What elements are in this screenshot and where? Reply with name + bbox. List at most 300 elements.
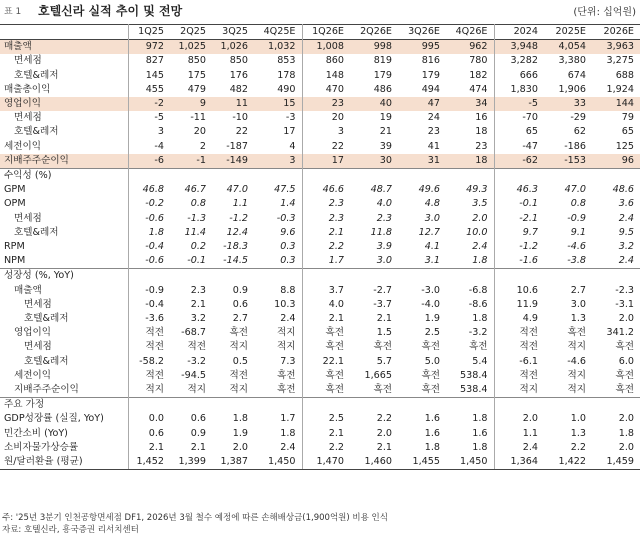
value-cell: 흑전 bbox=[302, 326, 350, 340]
row-label: 주요 가정 bbox=[0, 398, 128, 413]
value-cell bbox=[446, 398, 494, 413]
table-row bbox=[0, 197, 640, 211]
table-row bbox=[0, 284, 640, 298]
value-cell: -0.1 bbox=[494, 197, 544, 211]
value-cell: 780 bbox=[469, 55, 488, 67]
value-cell bbox=[398, 398, 446, 413]
column-header: 3Q26E bbox=[408, 26, 440, 37]
row-label: 지배주주순이익 bbox=[0, 154, 128, 169]
value-cell: -0.4 bbox=[128, 298, 170, 312]
column-header: 1Q25 bbox=[128, 25, 170, 40]
value-cell: 11 bbox=[212, 97, 254, 111]
value-cell: 흑전 bbox=[276, 384, 296, 396]
column-header: 4Q25E bbox=[263, 26, 296, 37]
value-cell: 15 bbox=[254, 97, 302, 111]
value-cell: 145 bbox=[128, 69, 170, 83]
section-row bbox=[0, 169, 640, 184]
value-cell: 1,387 bbox=[212, 455, 254, 470]
column-header: 2026E bbox=[603, 26, 634, 37]
value-cell: 1,924 bbox=[606, 83, 634, 95]
value-cell: 2.0 bbox=[376, 427, 392, 439]
value-cell: -2 bbox=[128, 97, 170, 111]
value-cell: 2.2 bbox=[376, 413, 392, 425]
value-cell: 1.6 bbox=[472, 427, 488, 439]
value-cell: 1,459 bbox=[592, 455, 640, 470]
value-cell: 적지 bbox=[187, 384, 206, 396]
value-cell: 1.7 bbox=[280, 413, 296, 425]
value-cell: 4 bbox=[289, 140, 296, 152]
value-cell: 적전 bbox=[128, 326, 170, 340]
value-cell: 18 bbox=[446, 154, 494, 169]
value-cell: -3.6 bbox=[128, 312, 170, 326]
value-cell: 482 bbox=[229, 83, 248, 95]
footnotes bbox=[2, 512, 388, 536]
value-cell: 흑전 bbox=[302, 369, 350, 383]
value-cell: 적전 bbox=[494, 326, 544, 340]
value-cell: 47 bbox=[398, 97, 446, 111]
value-cell: 79 bbox=[621, 112, 634, 124]
value-cell bbox=[446, 169, 494, 184]
value-cell: 흑전 bbox=[615, 384, 634, 396]
value-cell: 688 bbox=[615, 69, 634, 81]
value-cell: 674 bbox=[567, 69, 586, 81]
value-cell: 2.4 bbox=[280, 441, 296, 453]
value-cell: 46.7 bbox=[184, 184, 206, 196]
value-cell: -1.2 bbox=[494, 240, 544, 254]
value-cell: 흑전 bbox=[229, 327, 248, 339]
value-cell: 1.8 bbox=[280, 427, 296, 439]
figure-label: 표 1 bbox=[4, 7, 22, 17]
value-cell: 816 bbox=[421, 55, 440, 67]
value-cell: 2.1 bbox=[190, 298, 206, 310]
value-cell: 0.2 bbox=[190, 241, 206, 253]
value-cell: 1.1 bbox=[232, 198, 248, 210]
row-label: 면세점 bbox=[24, 298, 52, 310]
value-cell: 48.7 bbox=[370, 184, 392, 196]
value-cell: 3,948 bbox=[494, 40, 544, 55]
table-row bbox=[0, 383, 640, 398]
value-cell: -58.2 bbox=[128, 355, 170, 369]
value-cell: 1,032 bbox=[254, 40, 302, 55]
value-cell bbox=[494, 269, 544, 284]
value-cell: 1,025 bbox=[170, 40, 212, 55]
value-cell: 41 bbox=[427, 140, 440, 152]
value-cell: 853 bbox=[277, 55, 296, 67]
table-row bbox=[0, 183, 640, 197]
row-label: 호텔&레저 bbox=[24, 355, 69, 367]
value-cell: -4.6 bbox=[567, 241, 586, 253]
value-cell: 1.1 bbox=[494, 427, 544, 441]
value-cell: 666 bbox=[494, 69, 544, 83]
value-cell: 적지 bbox=[567, 369, 586, 381]
value-cell bbox=[398, 169, 446, 184]
value-cell: 2.2 bbox=[302, 240, 350, 254]
value-cell: 2.1 bbox=[376, 441, 392, 453]
value-cell: 16 bbox=[475, 112, 488, 124]
column-header: 2Q26E bbox=[360, 26, 392, 37]
value-cell bbox=[350, 269, 398, 284]
value-cell: 흑전 bbox=[567, 327, 586, 339]
value-cell: 23 bbox=[427, 126, 440, 138]
value-cell: 10.0 bbox=[466, 226, 488, 238]
row-label: GDP성장률 (실질, YoY) bbox=[4, 413, 104, 425]
value-cell bbox=[544, 269, 592, 284]
header-corner bbox=[0, 25, 128, 40]
value-cell: 적지 bbox=[567, 384, 586, 396]
value-cell: -6.8 bbox=[468, 284, 488, 296]
value-cell: 39 bbox=[379, 140, 392, 152]
value-cell: 860 bbox=[302, 54, 350, 68]
value-cell: 9.1 bbox=[570, 226, 586, 238]
value-cell: 1,906 bbox=[558, 83, 586, 95]
table-row bbox=[0, 254, 640, 269]
value-cell: 1.9 bbox=[232, 427, 248, 439]
row-label: 지배주주순이익 bbox=[14, 384, 79, 396]
value-cell: 2.5 bbox=[302, 412, 350, 426]
value-cell: 1.8 bbox=[472, 441, 488, 453]
value-cell: 179 bbox=[373, 69, 392, 81]
value-cell: -2.3 bbox=[615, 284, 634, 296]
value-cell: 2 bbox=[199, 140, 206, 152]
value-cell: 125 bbox=[615, 140, 634, 152]
value-cell: 470 bbox=[302, 83, 350, 97]
value-cell: 0.3 bbox=[280, 241, 296, 253]
value-cell: 2.7 bbox=[232, 313, 248, 325]
value-cell bbox=[254, 269, 302, 284]
value-cell: 1.3 bbox=[570, 313, 586, 325]
value-cell: 1,026 bbox=[212, 40, 254, 55]
value-cell: 850 bbox=[229, 55, 248, 67]
value-cell bbox=[302, 169, 350, 184]
value-cell: 흑전 bbox=[468, 341, 488, 353]
value-cell: 0.0 bbox=[128, 412, 170, 426]
value-cell: 흑전 bbox=[421, 384, 440, 396]
value-cell: -4 bbox=[128, 140, 170, 154]
value-cell: 4.9 bbox=[494, 312, 544, 326]
value-cell: 5.7 bbox=[376, 355, 392, 367]
value-cell: 179 bbox=[421, 69, 440, 81]
value-cell: 47.0 bbox=[226, 184, 248, 196]
value-cell: 9.7 bbox=[494, 226, 544, 240]
value-cell bbox=[212, 169, 254, 184]
row-label: OPM bbox=[4, 198, 26, 210]
value-cell bbox=[350, 398, 398, 413]
value-cell: 1,455 bbox=[398, 455, 446, 470]
value-cell: 474 bbox=[469, 83, 488, 95]
value-cell: -70 bbox=[494, 111, 544, 125]
table-row bbox=[0, 154, 640, 169]
value-cell: 1,422 bbox=[544, 455, 592, 470]
row-label: 세전이익 bbox=[4, 140, 42, 152]
column-header: 2025E bbox=[555, 26, 586, 37]
value-cell: 2.4 bbox=[618, 212, 634, 224]
value-cell: -8.6 bbox=[468, 298, 488, 310]
value-cell: 819 bbox=[373, 55, 392, 67]
table-body bbox=[0, 40, 640, 470]
value-cell: 1,450 bbox=[446, 455, 494, 470]
value-cell bbox=[212, 398, 254, 413]
value-cell: 175 bbox=[187, 69, 206, 81]
table-row bbox=[0, 83, 640, 97]
value-cell: -153 bbox=[544, 154, 592, 169]
value-cell: 46.8 bbox=[128, 183, 170, 197]
table-title: 호텔신라 실적 추이 및 전망 bbox=[38, 4, 183, 18]
value-cell: -1.2 bbox=[229, 212, 248, 224]
row-label: 영업이익 bbox=[14, 327, 52, 339]
value-cell: -14.5 bbox=[223, 255, 248, 267]
value-cell: -6 bbox=[128, 154, 170, 169]
value-cell: -3.2 bbox=[187, 355, 206, 367]
value-cell: 47.0 bbox=[564, 184, 586, 196]
value-cell: -0.2 bbox=[128, 197, 170, 211]
row-label: 호텔&레저 bbox=[14, 126, 59, 138]
value-cell: 455 bbox=[128, 83, 170, 97]
value-cell: 18 bbox=[475, 126, 488, 138]
value-cell: 1.8 bbox=[128, 226, 170, 240]
row-label: 면세점 bbox=[14, 55, 42, 67]
earnings-table bbox=[0, 24, 640, 470]
table-row bbox=[0, 97, 640, 111]
value-cell: 2.2 bbox=[302, 441, 350, 455]
section-row bbox=[0, 398, 640, 413]
value-cell: 20 bbox=[193, 126, 206, 138]
value-cell: 3,275 bbox=[606, 55, 634, 67]
value-cell: 3.1 bbox=[424, 255, 440, 267]
value-cell: 4.8 bbox=[424, 198, 440, 210]
value-cell: 3.2 bbox=[618, 241, 634, 253]
value-cell: 490 bbox=[277, 83, 296, 95]
value-cell: 흑전 bbox=[421, 369, 440, 381]
table-row bbox=[0, 369, 640, 383]
value-cell: 176 bbox=[229, 69, 248, 81]
value-cell: -3.2 bbox=[468, 327, 488, 339]
value-cell: 9.6 bbox=[280, 226, 296, 238]
value-cell bbox=[128, 398, 170, 413]
value-cell: 2.3 bbox=[302, 212, 350, 226]
row-label: 호텔&레저 bbox=[14, 226, 59, 238]
value-cell: -6.1 bbox=[494, 355, 544, 369]
row-label: 면세점 bbox=[14, 112, 42, 124]
value-cell: -47 bbox=[494, 140, 544, 154]
value-cell: 12.7 bbox=[418, 226, 440, 238]
value-cell: 827 bbox=[128, 54, 170, 68]
table-row bbox=[0, 226, 640, 240]
value-cell: 1,399 bbox=[170, 455, 212, 470]
value-cell: 3 bbox=[302, 125, 350, 139]
value-cell: 10.3 bbox=[274, 298, 296, 310]
value-cell: 1.8 bbox=[232, 413, 248, 425]
value-cell: 1.7 bbox=[302, 254, 350, 269]
value-cell: 적지 bbox=[276, 341, 296, 353]
value-cell: 2.1 bbox=[302, 226, 350, 240]
value-cell: 33 bbox=[544, 97, 592, 111]
table-row bbox=[0, 355, 640, 369]
value-cell: 1.0 bbox=[570, 413, 586, 425]
value-cell: 3,282 bbox=[494, 54, 544, 68]
unit-label: (단위: 십억원) bbox=[573, 7, 636, 18]
column-header: 3Q25 bbox=[222, 26, 248, 37]
value-cell: 1,452 bbox=[128, 455, 170, 470]
value-cell: 998 bbox=[350, 40, 398, 55]
value-cell: -94.5 bbox=[181, 369, 206, 381]
value-cell: 40 bbox=[350, 97, 398, 111]
value-cell: 31 bbox=[398, 154, 446, 169]
value-cell: 1.4 bbox=[280, 198, 296, 210]
value-cell: 144 bbox=[592, 97, 640, 111]
value-cell: -0.9 bbox=[128, 284, 170, 298]
value-cell: 2.0 bbox=[494, 412, 544, 426]
row-label: 매출액 bbox=[0, 40, 128, 55]
value-cell: 2.0 bbox=[472, 212, 488, 224]
value-cell: -62 bbox=[494, 154, 544, 169]
value-cell: 49.6 bbox=[418, 184, 440, 196]
value-cell: 2.0 bbox=[618, 413, 634, 425]
value-cell bbox=[302, 398, 350, 413]
value-cell: 11.4 bbox=[184, 226, 206, 238]
value-cell: 2.3 bbox=[376, 212, 392, 224]
value-cell: 538.4 bbox=[460, 384, 488, 396]
value-cell: 20 bbox=[302, 111, 350, 125]
value-cell bbox=[128, 269, 170, 284]
table-row bbox=[0, 140, 640, 154]
column-header: 1Q26E bbox=[302, 25, 350, 40]
value-cell: 2.4 bbox=[472, 241, 488, 253]
row-label: 수익성 (%) bbox=[0, 169, 128, 184]
value-cell: -5 bbox=[494, 97, 544, 111]
value-cell: 4.1 bbox=[424, 241, 440, 253]
value-cell: 적전 bbox=[187, 341, 206, 353]
value-cell: 적전 bbox=[229, 369, 248, 381]
value-cell: -0.6 bbox=[128, 212, 170, 226]
value-cell: 34 bbox=[446, 97, 494, 111]
value-cell: 178 bbox=[277, 69, 296, 81]
value-cell: -3 bbox=[285, 112, 296, 124]
value-cell: 23 bbox=[475, 140, 488, 152]
value-cell: 2.1 bbox=[302, 312, 350, 326]
value-cell: 2.1 bbox=[376, 313, 392, 325]
row-label: 호텔&레저 bbox=[24, 313, 69, 325]
value-cell: 995 bbox=[398, 40, 446, 55]
value-cell: 적지 bbox=[128, 383, 170, 398]
value-cell bbox=[128, 169, 170, 184]
value-cell: 2.4 bbox=[280, 313, 296, 325]
table-row bbox=[0, 111, 640, 125]
value-cell: -29 bbox=[570, 112, 586, 124]
value-cell: 2.0 bbox=[232, 441, 248, 453]
value-cell: 65 bbox=[621, 126, 634, 138]
value-cell: 30 bbox=[350, 154, 398, 169]
value-cell bbox=[170, 169, 212, 184]
row-label: 소비자물가상승률 bbox=[4, 441, 79, 453]
value-cell: -0.6 bbox=[128, 254, 170, 269]
column-header: 2024 bbox=[494, 25, 544, 40]
table-row bbox=[0, 212, 640, 226]
table-row bbox=[0, 240, 640, 254]
value-cell: 흑전 bbox=[373, 341, 392, 353]
table-row bbox=[0, 54, 640, 68]
value-cell: 22 bbox=[235, 126, 248, 138]
value-cell: -0.4 bbox=[128, 240, 170, 254]
value-cell: 11.9 bbox=[494, 298, 544, 312]
value-cell: 1.8 bbox=[424, 441, 440, 453]
table-row bbox=[0, 125, 640, 139]
value-cell: 148 bbox=[302, 69, 350, 83]
row-label: NPM bbox=[4, 255, 26, 267]
value-cell: 2.4 bbox=[618, 255, 634, 267]
value-cell: -1.3 bbox=[187, 212, 206, 224]
value-cell: 24 bbox=[427, 112, 440, 124]
table-row bbox=[0, 455, 640, 470]
value-cell: 3.5 bbox=[472, 198, 488, 210]
row-label: GPM bbox=[4, 184, 26, 196]
title-row bbox=[0, 0, 640, 20]
value-cell bbox=[254, 398, 302, 413]
value-cell bbox=[494, 398, 544, 413]
value-cell bbox=[446, 269, 494, 284]
value-cell: 21 bbox=[379, 126, 392, 138]
value-cell: -187 bbox=[226, 140, 248, 152]
value-cell bbox=[592, 269, 640, 284]
value-cell bbox=[494, 169, 544, 184]
value-cell: 3 bbox=[254, 154, 302, 169]
value-cell: 0.8 bbox=[190, 198, 206, 210]
value-cell bbox=[254, 169, 302, 184]
value-cell: 3.0 bbox=[424, 212, 440, 224]
value-cell: -3.8 bbox=[567, 255, 586, 267]
value-cell: -3.0 bbox=[421, 284, 440, 296]
value-cell: -0.1 bbox=[187, 255, 206, 267]
value-cell: 65 bbox=[494, 125, 544, 139]
value-cell: 4.0 bbox=[376, 198, 392, 210]
value-cell: 341.2 bbox=[606, 327, 634, 339]
table-row bbox=[0, 69, 640, 83]
value-cell: 1,470 bbox=[302, 455, 350, 470]
value-cell: 9 bbox=[170, 97, 212, 111]
value-cell: 1.6 bbox=[424, 427, 440, 439]
value-cell: 0.9 bbox=[232, 284, 248, 296]
value-cell: -3.7 bbox=[373, 298, 392, 310]
value-cell: -4.6 bbox=[567, 355, 586, 367]
value-cell bbox=[544, 169, 592, 184]
value-cell: 1,830 bbox=[494, 83, 544, 97]
value-cell: 8.8 bbox=[280, 284, 296, 296]
value-cell: 1.8 bbox=[472, 313, 488, 325]
value-cell: -0.9 bbox=[567, 212, 586, 224]
table-row bbox=[0, 340, 640, 354]
value-cell: 3,380 bbox=[558, 55, 586, 67]
value-cell: 2.0 bbox=[618, 441, 634, 453]
value-cell: 12.4 bbox=[226, 226, 248, 238]
value-cell: 3.0 bbox=[570, 298, 586, 310]
footnote-note: 주: '25년 3분기 인천공항면세점 DF1, 2026년 3월 철수 예정에 따른 손해배상금(1,900억원) 비용 인식 bbox=[2, 513, 388, 523]
value-cell: 1.9 bbox=[424, 313, 440, 325]
value-cell: 0.5 bbox=[232, 355, 248, 367]
value-cell bbox=[592, 169, 640, 184]
value-cell: 3.9 bbox=[376, 241, 392, 253]
value-cell: 3.6 bbox=[618, 198, 634, 210]
value-cell bbox=[212, 269, 254, 284]
value-cell: 0.6 bbox=[190, 413, 206, 425]
value-cell: -11 bbox=[190, 112, 206, 124]
value-cell: 1.3 bbox=[570, 427, 586, 439]
value-cell: 3,963 bbox=[592, 40, 640, 55]
value-cell: 17 bbox=[302, 154, 350, 169]
header-row bbox=[0, 25, 640, 40]
row-label: 성장성 (%, YoY) bbox=[0, 269, 128, 284]
value-cell: 4.0 bbox=[302, 298, 350, 312]
value-cell: -1 bbox=[170, 154, 212, 169]
value-cell: 1.6 bbox=[424, 413, 440, 425]
